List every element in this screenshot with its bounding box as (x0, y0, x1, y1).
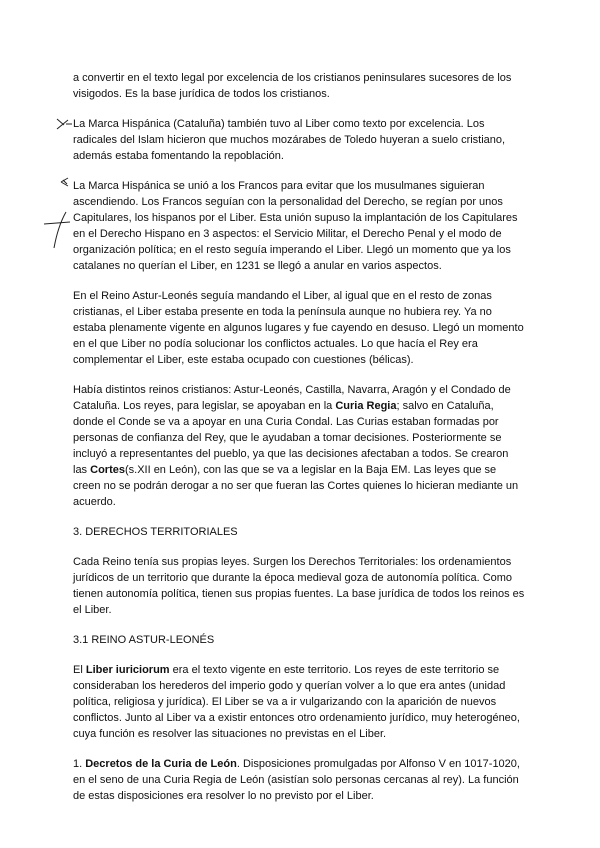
text-line (73, 70, 543, 86)
text-segment: . Disposiciones promulgadas por Alfonso V en 1017-1020, (236, 758, 520, 770)
text-line (73, 756, 543, 772)
paragraph (73, 524, 543, 540)
text-segment: 3. DERECHOS TERRITORIALES (73, 526, 238, 538)
text-segment: era el texto vigente en este territorio. Los reyes de este territorio se (169, 664, 500, 676)
text-line (73, 524, 543, 540)
text-line (73, 148, 543, 164)
text-line (73, 258, 543, 274)
bold-text: Liber iuriciorum (85, 664, 170, 676)
text-segment: La Marca Hispánica (Cataluña) también tuvo al Liber como texto por excelencia. Los (73, 118, 485, 130)
text-segment: Había distintos reinos cristianos: Astur-Leonés, Castilla, Navarra, Aragón y el Condado de (73, 384, 511, 396)
text-segment: ascendiendo. Los Francos seguían con la personalidad del Derecho, se regían por unos (73, 196, 503, 208)
bold-text: Cortes (90, 464, 125, 476)
text-line (73, 772, 543, 788)
text-segment: En el Reino Astur-Leonés seguía mandando el Liber, al igual que en el resto de zonas (73, 290, 492, 302)
text-line (73, 414, 543, 430)
text-segment: personas de confianza del Rey, que le ayudaban a tomar decisiones. Posteriormente se (73, 432, 502, 444)
paragraph (73, 178, 543, 274)
bold-text: Decretos de la Curia de León (85, 758, 237, 770)
paragraph (73, 554, 543, 618)
text-line (73, 210, 543, 226)
text-line (73, 304, 543, 320)
text-segment: 3.1 REINO ASTUR-LEONÉS (73, 634, 215, 646)
text-segment: Cada Reino tenía sus propias leyes. Surgen los Derechos Territoriales: los ordenamientos (73, 556, 512, 568)
text-segment: tienen autonomía política, tienen sus propias fuentes. La base jurídica de todos los reinos es (73, 588, 525, 600)
text-line (73, 662, 543, 678)
text-line (73, 86, 543, 102)
text-line (73, 494, 543, 510)
text-line (73, 320, 543, 336)
handwritten-mark-icon (58, 175, 74, 189)
text-segment: cristianas, el Liber estaba presente en toda la península aunque no hubiera rey. Ya no (73, 306, 492, 318)
text-segment: de estas disposiciones era resolver lo no previsto por el Liber. (73, 790, 374, 802)
bold-text: Curia Regia (335, 400, 397, 412)
text-segment: Capitulares, los hispanos por el Liber. Esta unión supuso la implantación de los Capitulares (73, 212, 518, 224)
text-line (73, 710, 543, 726)
text-segment: en el seno de una Curia Regia de León (asistían solo personas cercanas al rey). La función (73, 774, 519, 786)
text-line (73, 288, 543, 304)
text-segment: además estaba fomentando la repoblación. (73, 150, 284, 162)
text-segment: visigodos. Es la base jurídica de todos los cristianos. (73, 88, 330, 100)
paragraph (73, 632, 543, 648)
text-line (73, 382, 543, 398)
text-line (73, 430, 543, 446)
paragraph (73, 756, 543, 804)
text-segment: en el Derecho Hispano en 3 aspectos: el Servicio Militar, el Derecho Penal y el modo de (73, 228, 502, 240)
text-line (73, 602, 543, 618)
paragraph (73, 116, 543, 164)
text-line (73, 178, 543, 194)
text-segment: Cataluña. Los reyes, para legislar, se apoyaban en la (73, 400, 336, 412)
text-line (73, 336, 543, 352)
text-line (73, 632, 543, 648)
text-segment: complementar el Liber, este estaba ocupado con cuestiones (bélicas). (73, 354, 414, 366)
text-segment: radicales del Islam hicieron que muchos mozárabes de Toledo huyeran a suelo cristiano, (73, 134, 506, 146)
paragraph (73, 382, 543, 510)
text-segment: catalanes no querían el Liber, en 1231 se llegó a anular en varios aspectos. (73, 260, 442, 272)
text-line (73, 226, 543, 242)
text-line (73, 352, 543, 368)
paragraph (73, 288, 543, 368)
text-segment: incluyó a representantes del pueblo, ya que las decisiones afectaban a todos. Se crearon (73, 448, 509, 460)
text-segment: El (73, 664, 86, 676)
text-line (73, 194, 543, 210)
text-segment: (s.XII en León), con las que se va a legislar en la Baja EM. Las leyes que se (124, 464, 497, 476)
text-line (73, 586, 543, 602)
text-line (73, 446, 543, 462)
text-segment: en el que Liber no podía solucionar los conflictos actuales. Lo que hacía el Rey era (73, 338, 478, 350)
text-line (73, 462, 543, 478)
text-segment: política, religiosa y jurídica). El Liber se va a ir vulgarizando con la aparición de nuevos (73, 696, 497, 708)
text-segment: las (73, 464, 91, 476)
text-segment: organización política; en el resto seguía imperando el Liber. Llegó un momento que ya los (73, 244, 511, 256)
document-body (73, 70, 543, 818)
text-segment: ; salvo en Cataluña, (396, 400, 494, 412)
paragraph (73, 70, 543, 102)
text-line (73, 132, 543, 148)
text-segment: consideraban los herederos del imperio godo y querían volver a lo que era antes (unidad (73, 680, 506, 692)
handwritten-cross-icon (40, 208, 74, 252)
text-segment: cuya función es resolver las situaciones no previstas en el Liber. (73, 728, 387, 740)
text-segment: donde el Conde se va a apoyar en una Curia Condal. Las Curias estaban formadas por (73, 416, 499, 428)
text-line (73, 694, 543, 710)
text-line (73, 478, 543, 494)
text-line (73, 398, 543, 414)
text-segment: estaba plenamente vigente en algunos lugares y fue cayendo en desuso. Llegó un momento (73, 322, 524, 334)
text-segment: a convertir en el texto legal por excelencia de los cristianos peninsulares sucesores de los (73, 72, 512, 84)
text-line (73, 554, 543, 570)
text-segment: La Marca Hispánica se unió a los Francos para evitar que los musulmanes siguieran (73, 180, 485, 192)
text-segment: jurídicos de un territorio que durante la época medieval goza de autonomía política. Como (73, 572, 513, 584)
text-segment: el Liber. (73, 604, 112, 616)
text-segment: acuerdo. (73, 496, 116, 508)
text-segment: conflictos. Junto al Liber va a existir entonces otro ordenamiento jurídico, muy heterogéneo, (73, 712, 520, 724)
text-line (73, 570, 543, 586)
text-line (73, 678, 543, 694)
text-segment: 1. (73, 758, 86, 770)
paragraph (73, 662, 543, 742)
text-line (73, 242, 543, 258)
text-line (73, 726, 543, 742)
text-line (73, 116, 543, 132)
handwritten-mark-icon (54, 116, 74, 132)
text-line (73, 788, 543, 804)
text-segment: creen no se podrán derogar a no ser que fueran las Cortes quienes lo hicieran mediante un (73, 480, 519, 492)
